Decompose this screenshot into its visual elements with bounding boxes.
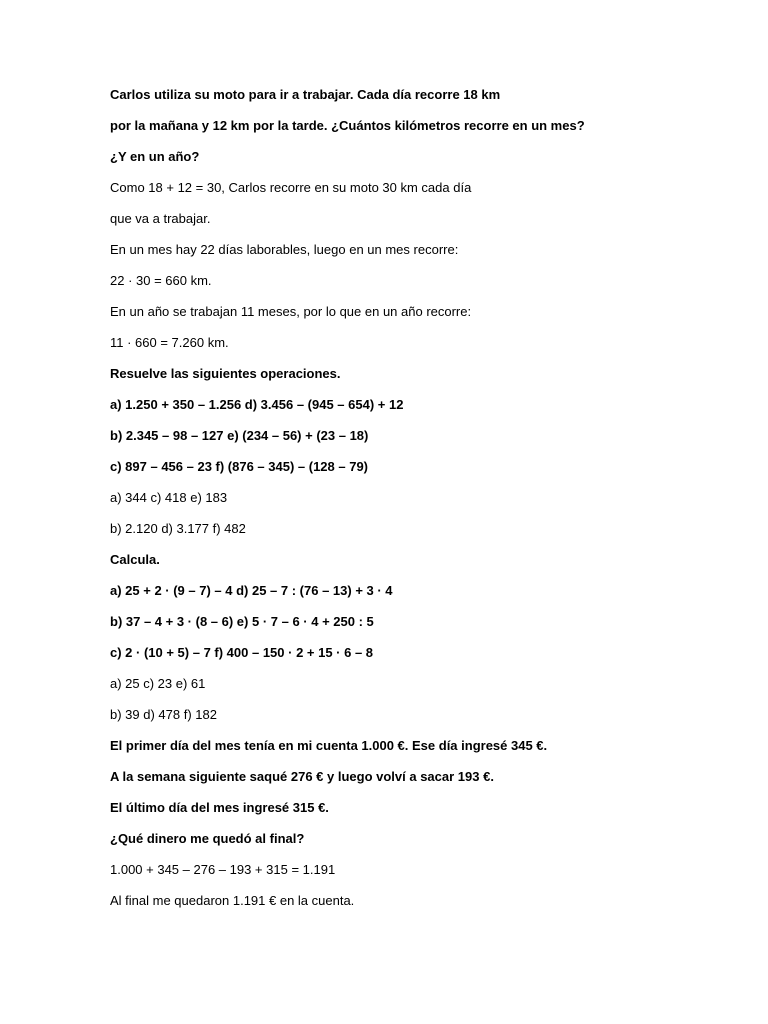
problem-1-line-1: Carlos utiliza su moto para ir a trabajar. Cada día recorre 18 km: [110, 87, 501, 102]
answers-2-row-1: a) 344 c) 418 e) 183: [110, 490, 228, 505]
answers-3-row-1: a) 25 c) 23 e) 61: [110, 676, 206, 691]
exercise-2-heading: Resuelve las siguientes operaciones.: [110, 366, 341, 381]
exercise-2-row-a: a) 1.250 + 350 – 1.256 d) 3.456 – (945 – 654) + 12: [110, 397, 404, 412]
exercise-3-row-c: c) 2 · (10 + 5) – 7 f) 400 – 150 · 2 + 15 · 6 – 8: [110, 645, 374, 660]
problem-4-question: ¿Qué dinero me quedó al final?: [110, 831, 305, 846]
exercise-2-row-c: c) 897 – 456 – 23 f) (876 – 345) – (128 – 79): [110, 459, 369, 474]
problem-4-line-1: El primer día del mes tenía en mi cuenta 1.000 €. Ese día ingresé 345 €.: [110, 738, 548, 753]
solution-1-line-3: En un mes hay 22 días laborables, luego en un mes recorre:: [110, 242, 459, 257]
solution-1-line-5: En un año se trabajan 11 meses, por lo que en un año recorre:: [110, 304, 472, 319]
solution-4-line-1: 1.000 + 345 – 276 – 193 + 315 = 1.191: [110, 862, 336, 877]
answers-3-row-2: b) 39 d) 478 f) 182: [110, 707, 217, 722]
solution-1-line-1: Como 18 + 12 = 30, Carlos recorre en su moto 30 km cada día: [110, 180, 472, 195]
solution-1-line-4: 22 · 30 = 660 km.: [110, 273, 212, 288]
solution-4-line-2: Al final me quedaron 1.191 € en la cuenta.: [110, 893, 355, 908]
problem-1-line-3: ¿Y en un año?: [110, 149, 200, 164]
solution-1-line-2: que va a trabajar.: [110, 211, 211, 226]
answers-2-row-2: b) 2.120 d) 3.177 f) 482: [110, 521, 246, 536]
problem-4-line-3: El último día del mes ingresé 315 €.: [110, 800, 329, 815]
solution-1-line-6: 11 · 660 = 7.260 km.: [110, 335, 229, 350]
exercise-3-row-b: b) 37 – 4 + 3 · (8 – 6) e) 5 · 7 – 6 · 4 + 250 : 5: [110, 614, 374, 629]
exercise-3-heading: Calcula.: [110, 552, 160, 567]
exercise-2-row-b: b) 2.345 – 98 – 127 e) (234 – 56) + (23 – 18): [110, 428, 369, 443]
problem-1-line-2: por la mañana y 12 km por la tarde. ¿Cuántos kilómetros recorre en un mes?: [110, 118, 585, 133]
problem-4-line-2: A la semana siguiente saqué 276 € y luego volví a sacar 193 €.: [110, 769, 494, 784]
exercise-3-row-a: a) 25 + 2 · (9 – 7) – 4 d) 25 – 7 : (76 – 13) + 3 · 4: [110, 583, 393, 598]
